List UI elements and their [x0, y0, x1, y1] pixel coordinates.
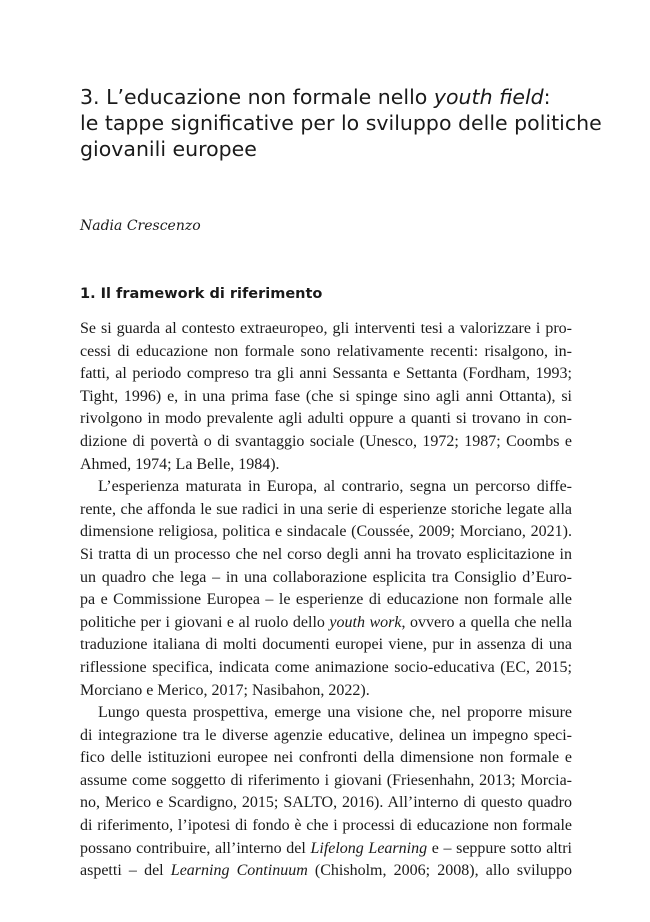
body-text: [80, 318, 572, 883]
text-line: un quadro che lega – in una collaborazione esplicita tra Consiglio d’Euro-: [80, 568, 572, 586]
text-line: Ahmed, 1974; La Belle, 1984).: [80, 455, 280, 473]
text-line: L’esperienza maturata in Europa, al contrario, segna un percorso diffe-: [98, 478, 572, 496]
text-line: di riferimento, l’ipotesi di fondo è che i processi di educazione non formale: [80, 817, 572, 835]
text-line: riflessione specifica, indicata come animazione socio-educativa (EC, 2015;: [80, 658, 572, 676]
text-line: rivolgono in modo prevalente agli adulti oppure a quanti si trovano in con-: [80, 410, 572, 428]
text-line: Se si guarda al contesto extraeuropeo, gli interventi tesi a valorizzare i pro-: [80, 320, 572, 337]
text-run: e – seppure sotto altri: [427, 839, 573, 857]
chapter-title-line: giovanili europee: [80, 137, 257, 161]
text-run: politiche per i giovani e al ruolo dello: [80, 613, 330, 631]
italic-term: Lifelong Learning: [310, 839, 428, 857]
text-line: [80, 860, 572, 883]
chapter-title-emphasis: youth field: [433, 85, 544, 109]
section-title: 1. Il framework di riferimento: [80, 286, 323, 302]
text-run: possano contribuire, all’interno del: [80, 839, 311, 857]
text-line: Morciano e Merico, 2017; Nasibahon, 2022).: [80, 681, 370, 699]
text-line: Tight, 1996) e, in una prima fase (che si spinge sino agli anni Ottanta), si: [80, 387, 572, 405]
author-name: Nadia Crescenzo: [80, 218, 201, 234]
text-line: assume come soggetto di riferimento i giovani (Friesenhahn, 2013; Morcia-: [80, 771, 572, 789]
chapter-title-text: 3. L’educazione non formale nello: [80, 85, 434, 109]
text-line: fico delle istituzioni europee nei confronti della dimensione non formale e: [80, 749, 572, 767]
chapter-title-colon: :: [543, 85, 551, 109]
chapter-title-line: [80, 84, 580, 110]
chapter-title: [80, 84, 602, 162]
text-line: traduzione italiana di molti documenti europei viene, pur in assenza di una: [80, 636, 572, 654]
text-run: aspetti – del: [80, 862, 171, 880]
text-line: di integrazione tra le diverse agenzie educative, delinea un impegno speci-: [80, 726, 572, 744]
text-run: (Chisholm, 2006; 2008), allo sviluppo: [307, 862, 572, 880]
italic-term: youth work: [329, 613, 402, 631]
text-line: dimensione religiosa, politica e sindacale (Coussée, 2009; Morciano, 2021).: [80, 523, 572, 541]
text-line: cessi di educazione non formale sono relativamente recenti: risalgono, in-: [80, 342, 572, 360]
text-line: no, Merico e Scardigno, 2015; SALTO, 2016). All’interno di questo quadro: [80, 794, 572, 812]
text-line: [80, 612, 572, 635]
italic-term: Learning Continuum: [170, 862, 308, 880]
text-line: rente, che affonda le sue radici in una serie di esperienze storiche legate alla: [80, 500, 572, 518]
text-line: pa e Commissione Europea – le esperienze di educazione non formale alle: [80, 591, 572, 609]
chapter-title-line: le tappe significative per lo sviluppo delle politiche: [80, 111, 602, 135]
text-run: , ovvero a quella che nella: [401, 613, 573, 631]
text-line: [80, 838, 572, 861]
text-line: Si tratta di un processo che nel corso degli anni ha trovato esplicitazione in: [80, 545, 572, 563]
text-line: dizione di povertà o di svantaggio sociale (Unesco, 1972; 1987; Coombs e: [80, 432, 572, 450]
text-line: fatti, al periodo compreso tra gli anni Sessanta e Settanta (Fordham, 1993;: [80, 365, 572, 383]
text-line: Lungo questa prospettiva, emerge una visione che, nel proporre misure: [98, 704, 572, 722]
